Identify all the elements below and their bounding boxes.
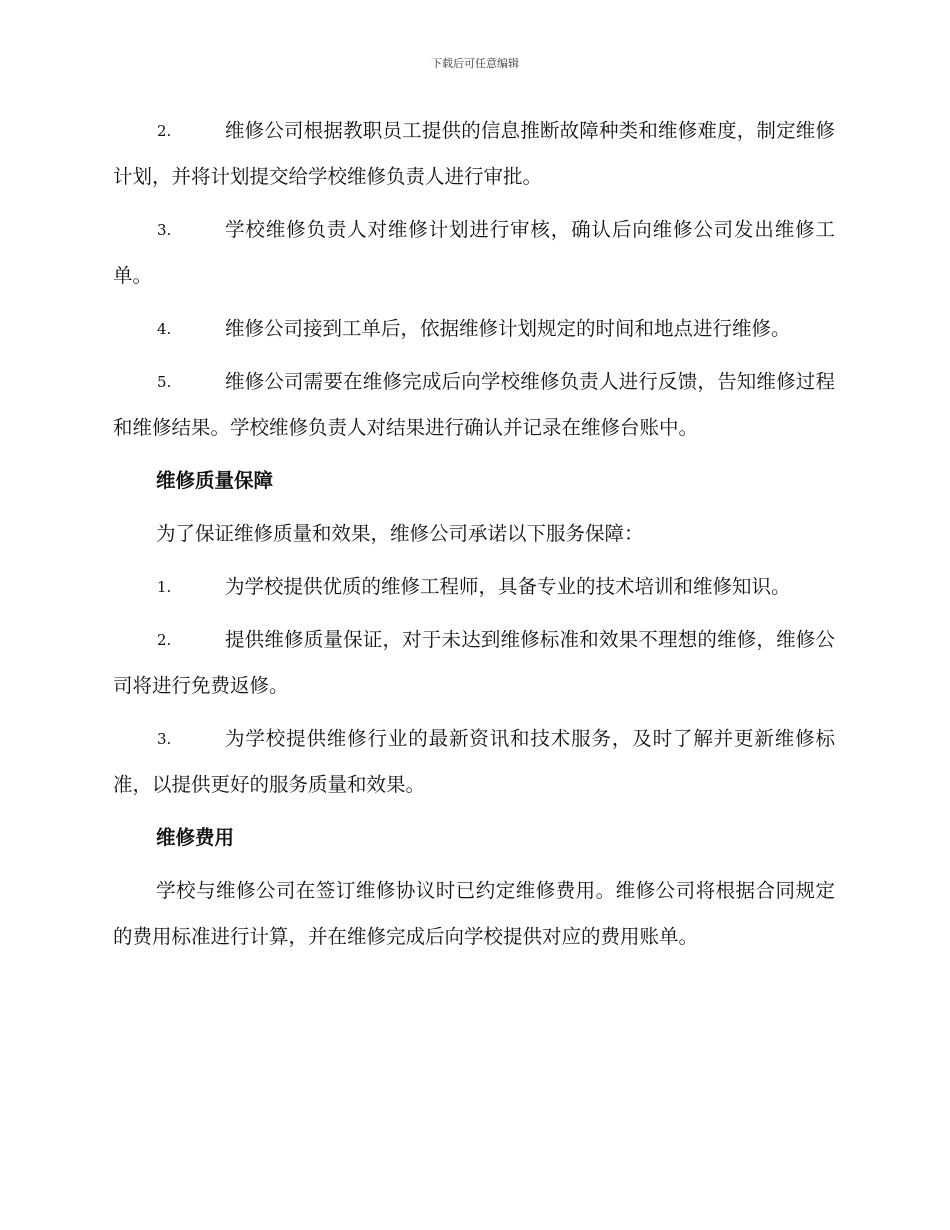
list-item-text: 维修公司接到工单后，依据维修计划规定的时间和地点进行维修。	[225, 317, 791, 340]
list-item-text: 学校维修负责人对维修计划进行审核，确认后向维修公司发出维修工单。	[113, 218, 835, 287]
list-item-number: 5.	[157, 373, 172, 391]
list-item	[113, 617, 835, 709]
list-item	[113, 108, 835, 200]
list-item-number: 2.	[157, 631, 172, 649]
section-heading-quality: 维修质量保障	[156, 469, 274, 492]
list-item	[113, 359, 835, 451]
list-item-number: 3.	[157, 221, 172, 239]
section-paragraph-cost: 学校与维修公司在签订维修协议时已约定维修费用。维修公司将根据合同规定的费用标准进行计算，并在维修完成后向学校提供对应的费用账单。	[113, 879, 835, 948]
section-intro-quality: 为了保证维修质量和效果，维修公司承诺以下服务保障：	[156, 522, 644, 545]
list-item	[113, 207, 835, 299]
list-item-text: 提供维修质量保证，对于未达到维修标准和效果不理想的维修，维修公司将进行免费返修。	[113, 628, 835, 697]
list-item	[113, 306, 835, 352]
list-item-number: 1.	[157, 578, 172, 596]
list-item-number: 3.	[157, 730, 172, 748]
section-heading-cost: 维修费用	[156, 826, 235, 849]
list-item-text: 为学校提供优质的维修工程师，具备专业的技术培训和维修知识。	[225, 575, 791, 598]
list-item-text: 维修公司根据教职员工提供的信息推断故障种类和维修难度，制定维修计划，并将计划提交给学校维修负责人进行审批。	[113, 119, 835, 188]
list-item	[113, 716, 835, 808]
page-header: 下载后可任意编辑	[431, 57, 519, 70]
document-body	[113, 108, 835, 967]
list-item	[113, 564, 835, 610]
list-item-number: 2.	[157, 122, 172, 140]
list-item-number: 4.	[157, 320, 172, 338]
list-item-text: 为学校提供维修行业的最新资讯和技术服务，及时了解并更新维修标准，以提供更好的服务质量和效果。	[113, 727, 835, 796]
list-item-text: 维修公司需要在维修完成后向学校维修负责人进行反馈，告知维修过程和维修结果。学校维修负责人对结果进行确认并记录在维修台账中。	[113, 370, 835, 439]
